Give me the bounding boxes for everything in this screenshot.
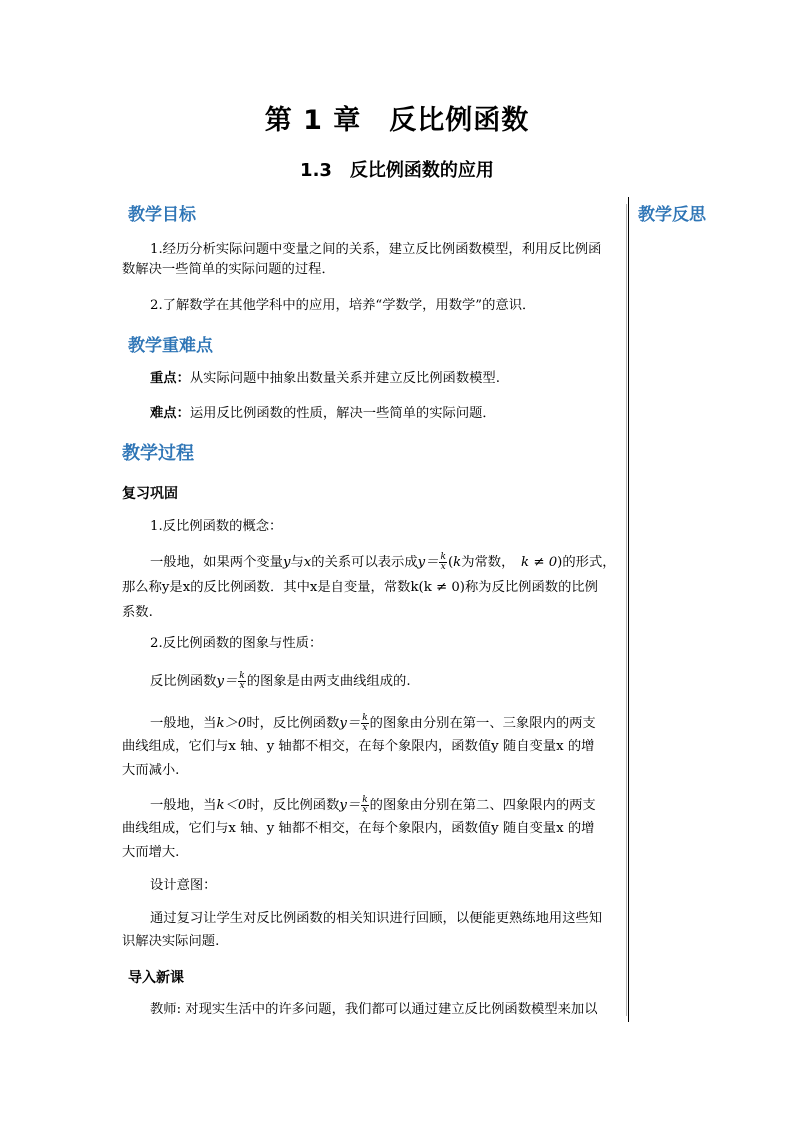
frac-den: x [440,562,446,572]
goals-heading: 教学目标 [128,205,196,225]
def-text: 的关系可以表示成 [311,555,418,570]
def-var-k: k [453,555,462,570]
keypoints-heading: 教学重难点 [128,336,213,356]
pos-text: 时，反比例函数 [246,716,340,731]
goal-2: 2.了解数学在其他学科中的应用，培养“学数学，用数学”的意识． [150,298,536,313]
reflection-heading: 教学反思 [638,205,706,225]
def-var-y: y [282,555,291,570]
definition-line-3: 系数. [122,605,153,620]
pos-text: 一般地，当 [150,716,217,731]
design-intent-line-1: 通过复习让学生对反比例函数的相关知识进行回顾，以便能更熟练地用这些知 [150,911,603,926]
def-condition: k ≠ 0 [521,555,558,570]
def-equation: y＝ [417,555,439,570]
graph-text: 反比例函数 [150,674,217,689]
key-point [150,370,653,388]
key-text: 从实际问题中抽象出数量关系并建立反比例函数模型. [189,371,500,386]
neg-text: 一般地，当 [150,798,217,813]
def-text: 为常数， [461,555,522,570]
difficult-point [150,405,653,423]
difficult-text: 运用反比例函数的性质，解决一些简单的实际问题． [189,406,496,421]
frac-num: k [239,671,245,681]
graph-equation: y＝ [216,674,238,689]
neg-text: 的图象由分别在第二、四象限内的两支 [369,798,596,813]
frac-num: k [440,552,446,562]
chapter-title: 第 1 章 反比例函数 [264,105,530,136]
frac-den: x [362,723,368,733]
design-intent-label: 设计意图： [150,878,217,893]
fraction-k-over-x [361,796,368,815]
graph-sentence [150,672,653,691]
pos-equation: y＝ [339,716,361,731]
fraction-k-over-x [361,714,368,733]
def-text: 与 [290,555,304,570]
def-text: ( [447,555,454,570]
def-text: )的形式， [557,555,616,570]
positive-k-line-2: 曲线组成，它们与x 轴、y 轴都不相交，在每个象限内，函数值y 随自变量x 的增 [122,739,595,754]
section-title: 1.3 反比例函数的应用 [300,160,494,181]
item-1: 1.反比例函数的概念： [150,519,283,534]
neg-text: 时，反比例函数 [246,798,340,813]
definition-line-1 [150,553,653,572]
negative-k-line-3: 大而增大. [122,845,180,860]
graph-text: 的图象是由两支曲线组成的. [246,674,411,689]
neg-equation: y＝ [339,798,361,813]
positive-k-line-3: 大而减小. [122,763,180,778]
frac-den: x [362,805,368,815]
item-2: 2.反比例函数的图象与性质： [150,636,323,651]
pos-text: 的图象由分别在第一、三象限内的两支 [369,716,596,731]
difficult-label: 难点： [150,406,190,421]
definition-line-2: 那么称y是x的反比例函数．其中x是自变量，常数k(k ≠ 0)称为反比例函数的比例 [122,580,598,595]
frac-den: x [239,681,245,691]
goal-1-line-2: 数解决一些简单的实际问题的过程． [122,262,335,277]
fraction-k-over-x [439,553,446,572]
goal-1-line-1: 1.经历分析实际问题中变量之间的关系，建立反比例函数模型，利用反比例函 [150,242,602,257]
fraction-k-over-x [238,672,245,691]
design-intent-line-2: 识解决实际问题. [122,934,220,949]
teacher-line: 教师: 对现实生活中的许多问题，我们都可以通过建立反比例函数模型来加以 [150,1002,598,1017]
negative-k-line-2: 曲线组成，它们与x 轴、y 轴都不相交，在每个象限内，函数值y 随自变量x 的增 [122,821,595,836]
frac-num: k [362,795,368,805]
process-heading: 教学过程 [122,443,194,464]
frac-num: k [362,713,368,723]
neg-condition: k＜0 [216,798,247,813]
key-label: 重点： [150,371,190,386]
positive-k-line-1 [150,714,653,733]
pos-condition: k＞0 [216,716,247,731]
review-heading: 复习巩固 [122,486,178,502]
intro-heading: 导入新课 [128,970,184,986]
negative-k-line-1 [150,796,653,815]
def-var-x: x [303,555,312,570]
reflection-column-border [628,197,629,1022]
def-text: 一般地，如果两个变量 [150,555,283,570]
